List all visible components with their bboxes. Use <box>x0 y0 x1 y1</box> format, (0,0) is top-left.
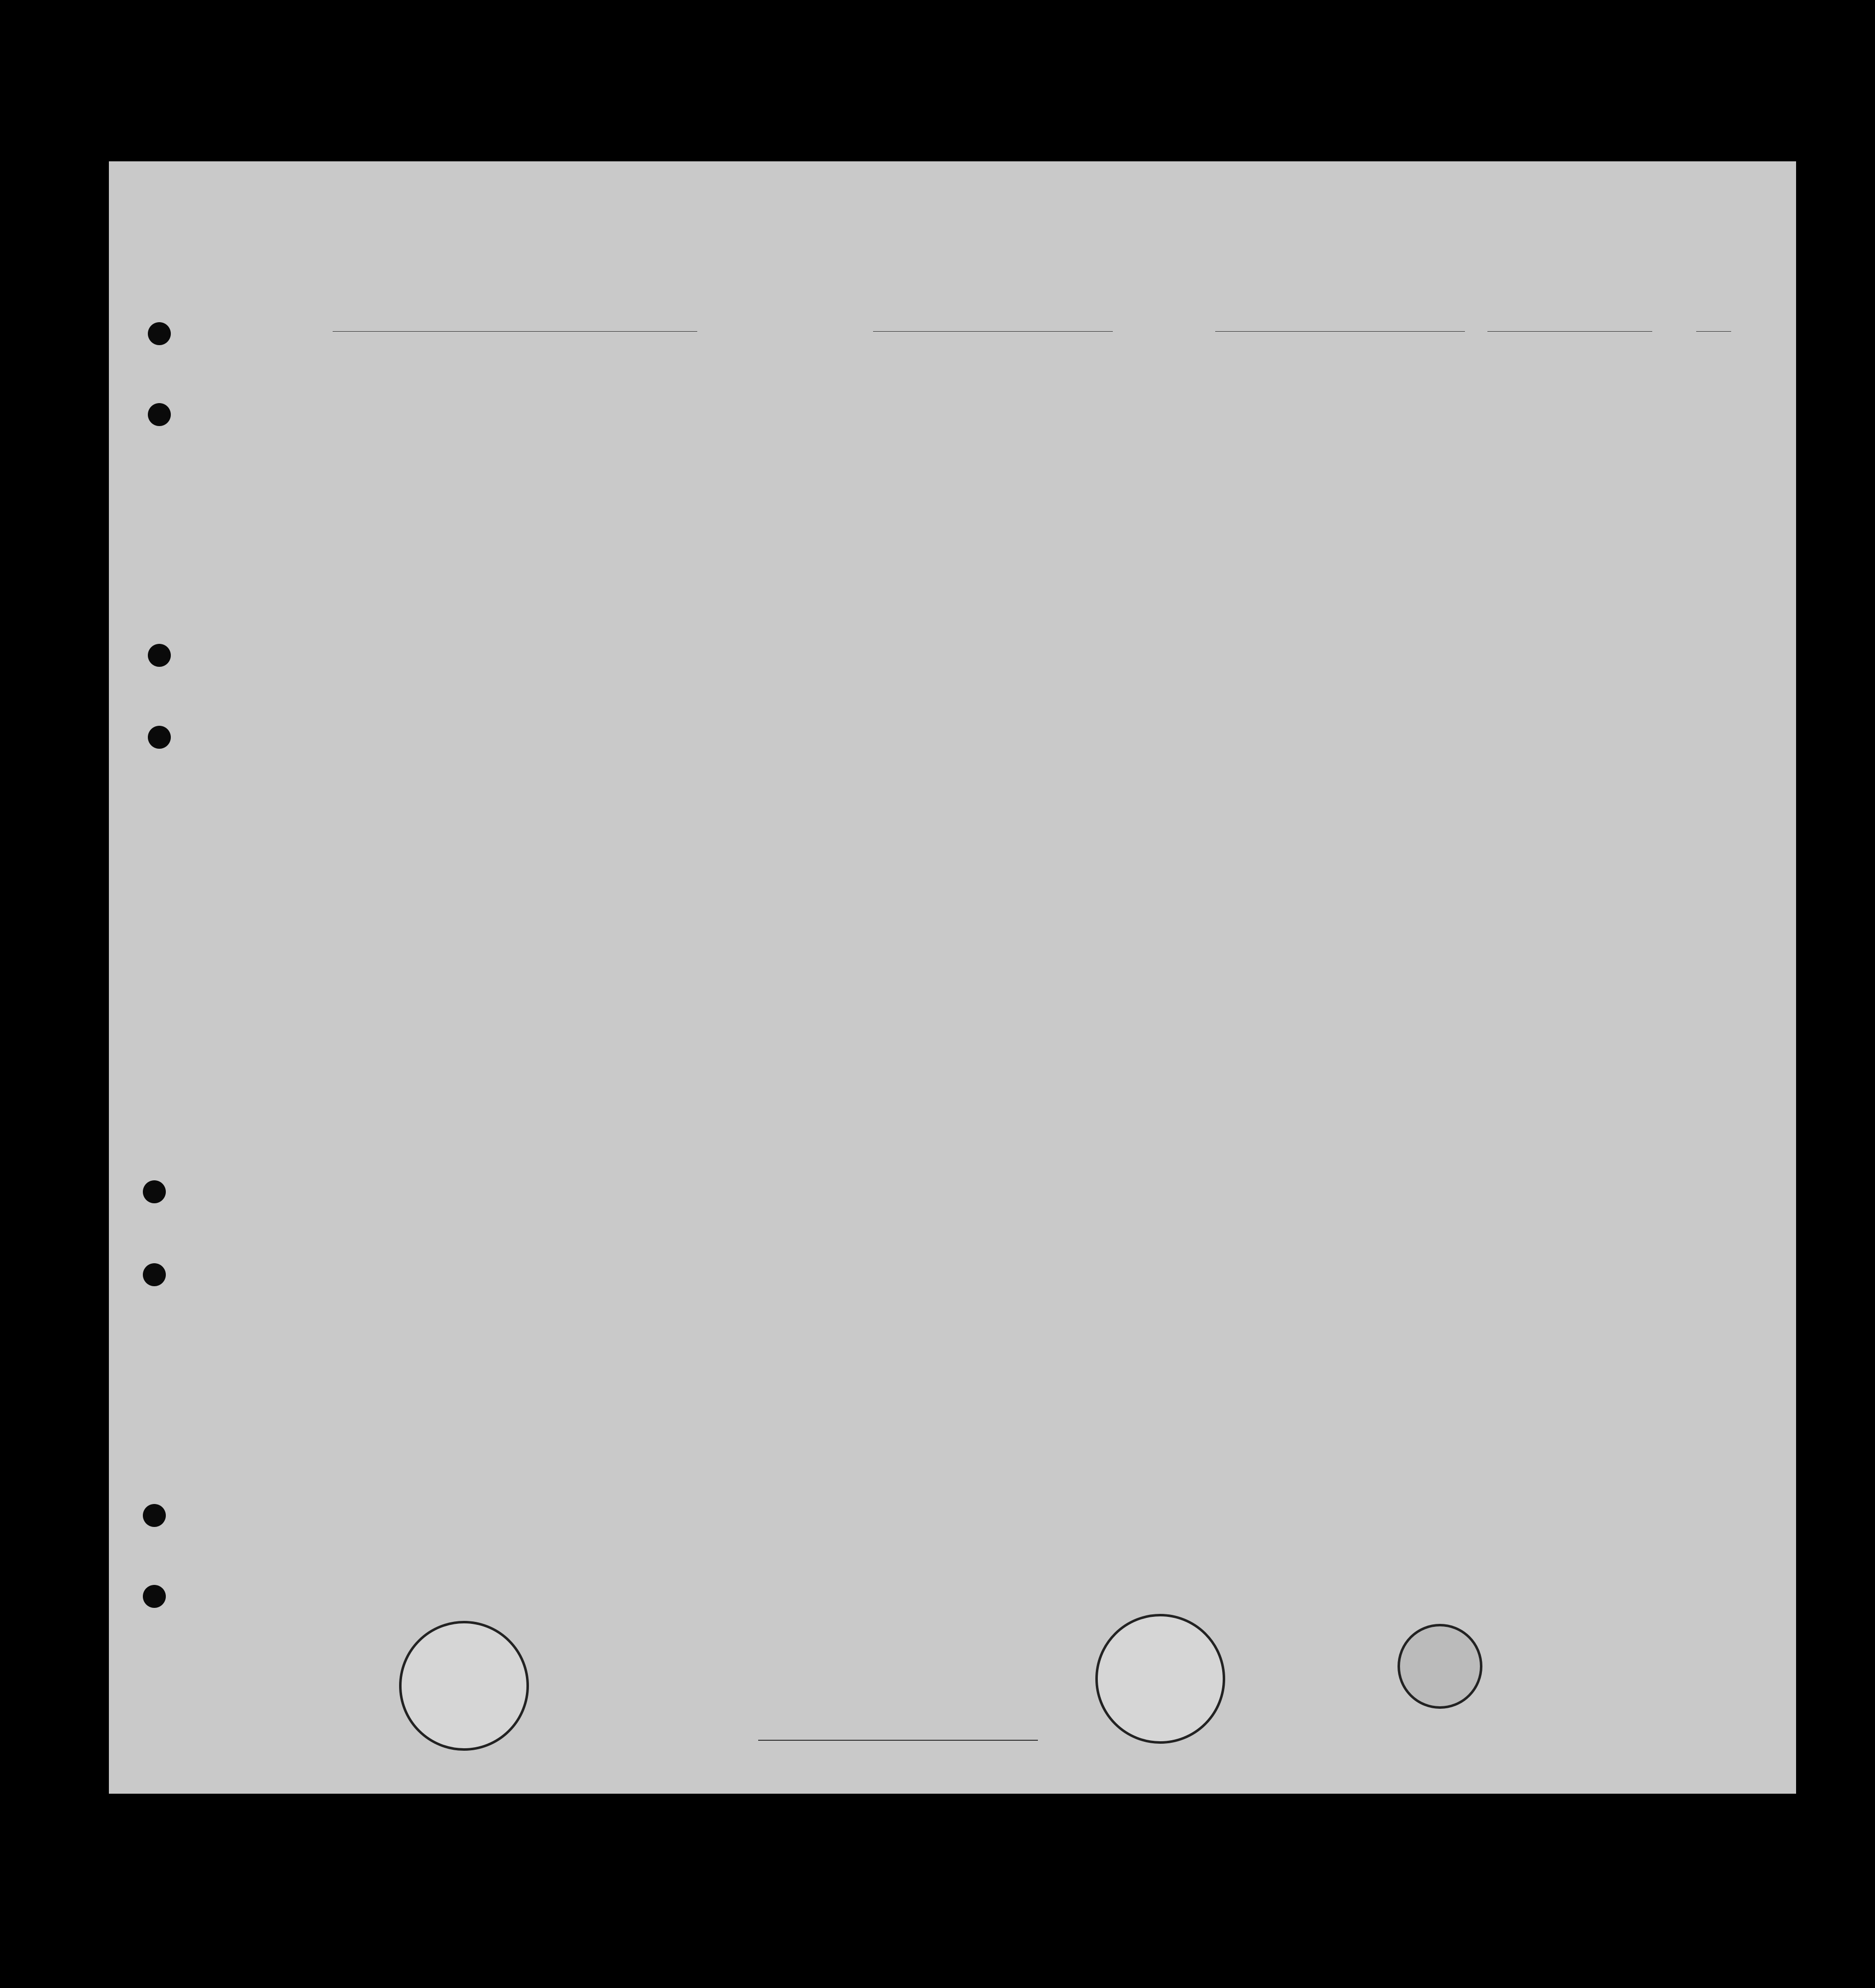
port-stamp <box>399 1621 529 1751</box>
signature-line <box>758 1740 1038 1741</box>
manifest-table <box>109 161 1796 1794</box>
commissioner-stamp <box>1095 1614 1225 1744</box>
inspection-stamp <box>1398 1624 1482 1709</box>
manifest-sheet <box>109 161 1796 1794</box>
